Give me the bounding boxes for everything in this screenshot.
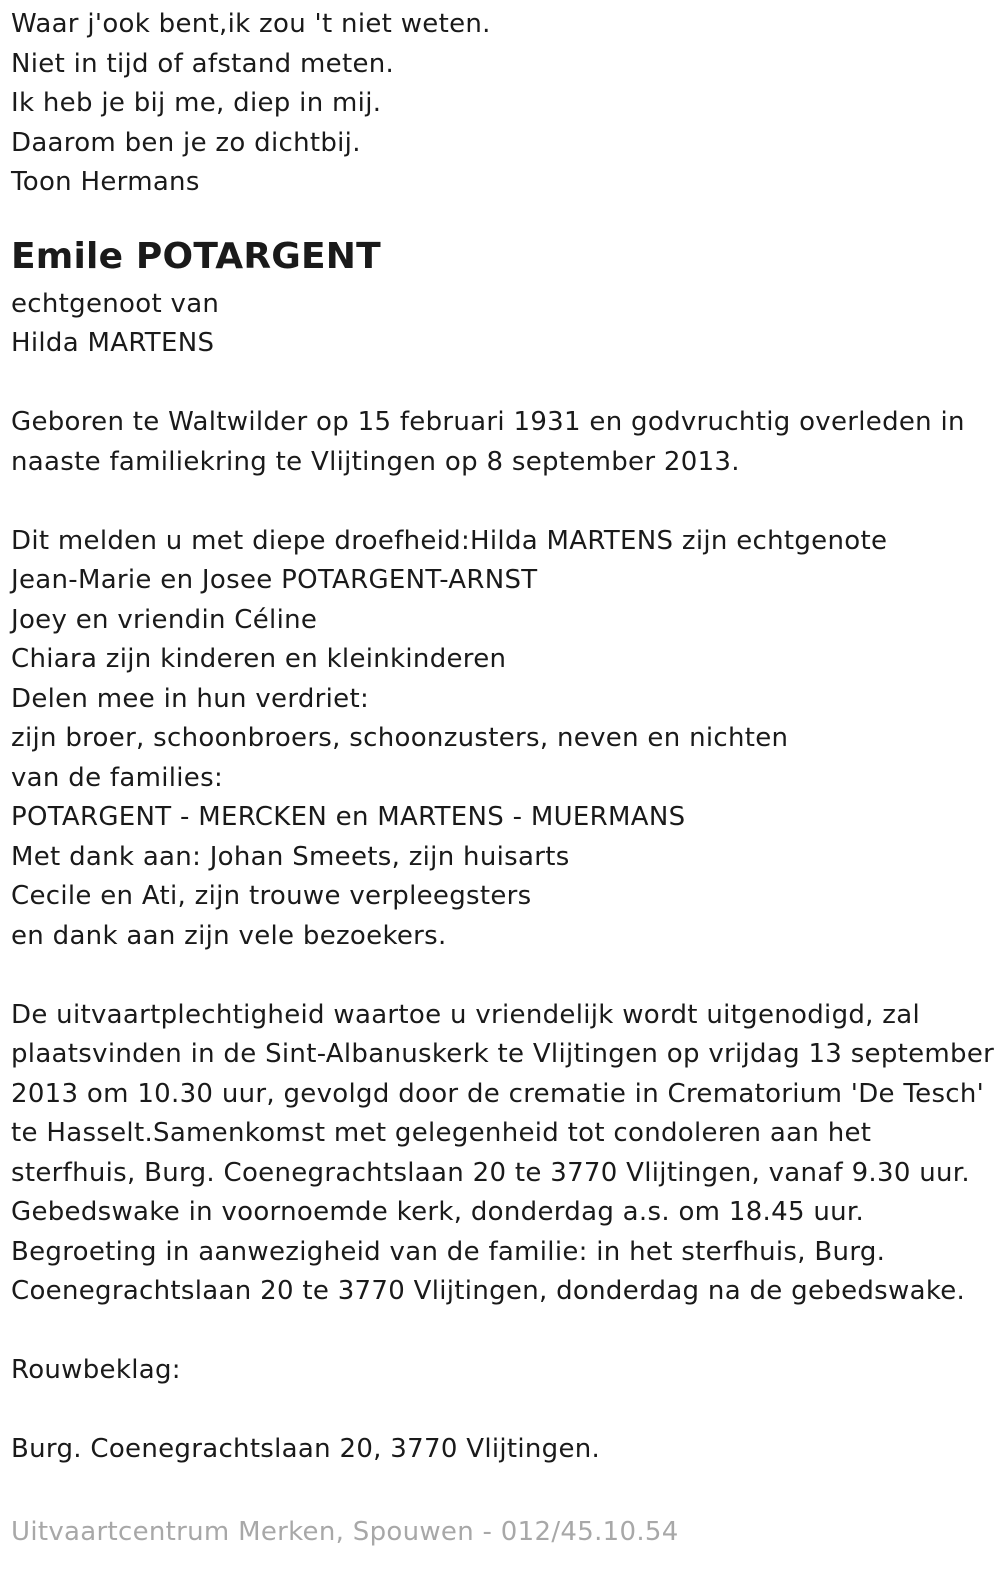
- announcement-line: zijn broer, schoonbroers, schoonzusters, neven en nichten: [11, 723, 789, 753]
- funeral-line: sterfhuis, Burg. Coenegrachtslaan 20 te 3770 Vlijtingen, vanaf 9.30 uur.: [11, 1157, 970, 1188]
- spouse-block: [11, 285, 986, 364]
- announcement-line: Chiara zijn kinderen en kleinkinderen: [11, 644, 507, 674]
- announcement-line: Cecile en Ati, zijn trouwe verpleegsters: [11, 881, 532, 911]
- announcement-line: van de families:: [11, 762, 224, 793]
- funeral-line: Coenegrachtslaan 20 te 3770 Vlijtingen, donderdag na de gebedswake.: [11, 1276, 966, 1306]
- poem-line: Ik heb je bij me, diep in mij.: [11, 88, 382, 118]
- funeral-line: plaatsvinden in de Sint-Albanuskerk te Vlijtingen op vrijdag 13 september: [11, 1039, 995, 1069]
- spouse-name: Hilda MARTENS: [11, 328, 215, 358]
- spacer: [11, 1312, 986, 1352]
- spacer: [11, 482, 986, 522]
- condolences-label: Rouwbeklag:: [11, 1355, 181, 1385]
- announcement-paragraph: [11, 522, 986, 957]
- birth-death-line: naaste familiekring te Vlijtingen op 8 september 2013.: [11, 446, 740, 477]
- poem-line: Niet in tijd of afstand meten.: [11, 48, 395, 79]
- announcement-line: Delen mee in hun verdriet:: [11, 683, 370, 714]
- announcement-line: Jean-Marie en Josee POTARGENT-ARNST: [11, 565, 538, 595]
- announcement-line: POTARGENT - MERCKEN en MARTENS - MUERMANS: [11, 802, 686, 832]
- funeral-line: Gebedswake in voornoemde kerk, donderdag a.s. om 18.45 uur.: [11, 1197, 865, 1227]
- relation-text: echtgenoot van: [11, 288, 220, 319]
- poem-line: Waar j'ook bent,ik zou 't niet weten.: [11, 9, 491, 39]
- funeral-home-footer: Uitvaartcentrum Merken, Spouwen - 012/45.10.54: [11, 1517, 679, 1547]
- funeral-line: te Hasselt.Samenkomst met gelegenheid tot condoleren aan het: [11, 1118, 872, 1148]
- poem-line: Daarom ben je zo dichtbij.: [11, 127, 361, 158]
- funeral-line: Begroeting in aanwezigheid van de familie: in het sterfhuis, Burg.: [11, 1236, 886, 1267]
- announcement-line: Met dank aan: Johan Smeets, zijn huisarts: [11, 841, 570, 872]
- spacer: [11, 364, 986, 404]
- spacer: [11, 956, 986, 996]
- announcement-line: Dit melden u met diepe droefheid:Hilda MARTENS zijn echtgenote: [11, 525, 888, 556]
- announcement-line: en dank aan zijn vele bezoekers.: [11, 920, 447, 951]
- birth-death-paragraph: [11, 403, 986, 482]
- condolences-address: Burg. Coenegrachtslaan 20, 3770 Vlijtingen.: [11, 1434, 601, 1464]
- announcement-line: Joey en vriendin Céline: [11, 604, 318, 635]
- funeral-paragraph: [11, 996, 995, 1312]
- obituary-document: [11, 5, 995, 1470]
- poem-block: [11, 5, 986, 203]
- deceased-name: Emile POTARGENT: [11, 235, 381, 277]
- poem-author: Toon Hermans: [11, 167, 200, 197]
- funeral-line: De uitvaartplechtigheid waartoe u vriendelijk wordt uitgenodigd, zal: [11, 999, 921, 1030]
- funeral-line: 2013 om 10.30 uur, gevolgd door de crematie in Crematorium 'De Tesch': [11, 1078, 985, 1109]
- spacer: [11, 1391, 986, 1431]
- birth-death-line: Geboren te Waltwilder op 15 februari 1931 en godvruchtig overleden in: [11, 407, 965, 437]
